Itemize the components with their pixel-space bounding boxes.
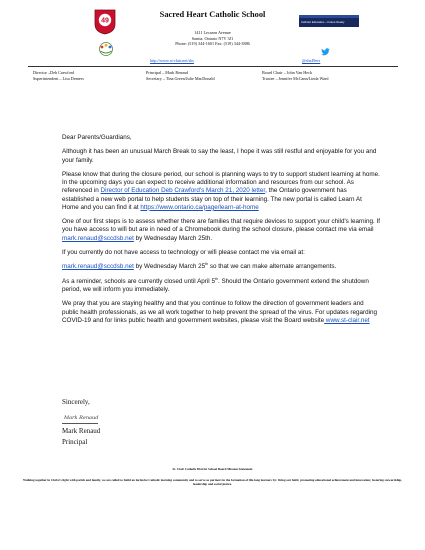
learn-at-home-link[interactable]: https://www.ontario.ca/page/learn-at-home [140, 203, 259, 211]
paragraph-4: If you currently do not have access to technology or wifi please contact me via email at: [62, 248, 305, 256]
staff-principal: Principal – Mark Renaud [146, 70, 189, 75]
paragraph-1: Although it has been an unusual March Break to say the least, I hope it was still restful and enjoyable for you and your family. [62, 148, 377, 164]
p7-text: We pray that you are staying healthy and that you continue to follow the direction of government leaders and public health professionals, as we all work together to help prevent the spread of the virus. For updates regarding COVID-19 and for links public health and government websites, please visit the Board website [62, 300, 378, 324]
p3-text-b: by Wednesday March 25th. [133, 234, 213, 242]
p2-text-b: , the Ontario government has established a new web portal to help students stay on top of their learning. The new portal is called Learn At Home and you can find it at [62, 187, 362, 211]
banner-text: Catholic Education ~ Future Ready [301, 20, 345, 24]
p6-text-a: As a reminder, schools are currently closed until April 5 [62, 277, 215, 285]
p3-text-a: One of our first steps is to assess whether there are families that require devices to support your child's learning. If you have access to wifi but are in need of a Chromebook during the school closure, please contact me via email [62, 218, 380, 234]
paragraph-3 [62, 218, 380, 243]
banner-stripe [299, 15, 359, 18]
community-logo [96, 41, 116, 57]
staff-secretary: Secretary – Tina Green/Julie MacDonald [146, 75, 215, 81]
paragraph-7 [62, 300, 380, 325]
principal-email-link[interactable]: mark.renaud@sccdsb.net [62, 234, 134, 242]
school-city: Sarnia, Ontario N7V 3J1 [191, 35, 234, 41]
logo-number: 49 [101, 17, 109, 25]
school-name: Sacred Heart Catholic School [159, 10, 266, 19]
signature: Mark Renaud [64, 415, 99, 421]
paragraph-6 [62, 278, 380, 294]
letter-body [62, 134, 380, 331]
p5-text-b: so that we can make alternate arrangements. [208, 263, 337, 271]
p2-text-a: Please know that during the closure period, our school is planning ways to try to support student learning at home. In the upcoming days you can expect to receive additional information and resources from our school. As referenced in [62, 170, 380, 195]
principal-email-link-2[interactable]: mark.renaud@sccdsb.net [62, 263, 134, 271]
signer-title: Principal [62, 438, 88, 446]
board-website-link[interactable]: www.st-clair.net [324, 316, 370, 324]
board-banner [299, 15, 359, 27]
greeting: Dear Parents/Guardians, [62, 134, 132, 141]
p6-text-b: . Should the Ontario government extend the shutdown period, we will inform you immediately. [62, 277, 369, 293]
director-letter-link[interactable]: Director of Education Deb Crawford's March 21, 2020 letter [100, 187, 266, 195]
p5-superscript: th [205, 262, 209, 267]
paragraph-2 [62, 171, 380, 212]
website-link[interactable]: http://www.st-clair.net/shs [150, 58, 194, 63]
staff-trustee: Trustee – Jennifer McCann/Linda Ward [262, 75, 329, 81]
school-street: 1411 Lecaron Avenue [194, 30, 231, 35]
mission-heading: St. Clair Catholic District School Board Mission Statement [172, 467, 253, 471]
closing: Sincerely, [62, 398, 90, 406]
twitter-icon[interactable] [321, 43, 330, 51]
twitter-handle-link[interactable]: @shs49ers [302, 58, 321, 63]
p6-superscript: th [214, 276, 218, 281]
p5-text-a: by Wednesday March 25 [133, 263, 206, 271]
phone-fax: Phone: (519) 344-1601 Fax: (519) 344-3886 [175, 41, 250, 46]
signer-name: Mark Renaud [62, 427, 101, 435]
paragraph-5 [62, 263, 380, 271]
staff-superintendent: Superintendent – Lisa Demers [33, 75, 84, 81]
mission-statement: Walking together in Christ's light with parish and family, we are called to build an inclusive Catholic learning community and to serve as partners in the formation of life-long learners by: living our faith; promoting educational achievement and innovation; fostering stewardship, leadership and social justice. [23, 478, 402, 487]
staff-board-chair: Board Chair – John Van Heck [262, 70, 313, 75]
header-rule [28, 66, 398, 67]
staff-director: Director –Deb Crawford [33, 70, 75, 75]
signature-underline [62, 423, 98, 424]
